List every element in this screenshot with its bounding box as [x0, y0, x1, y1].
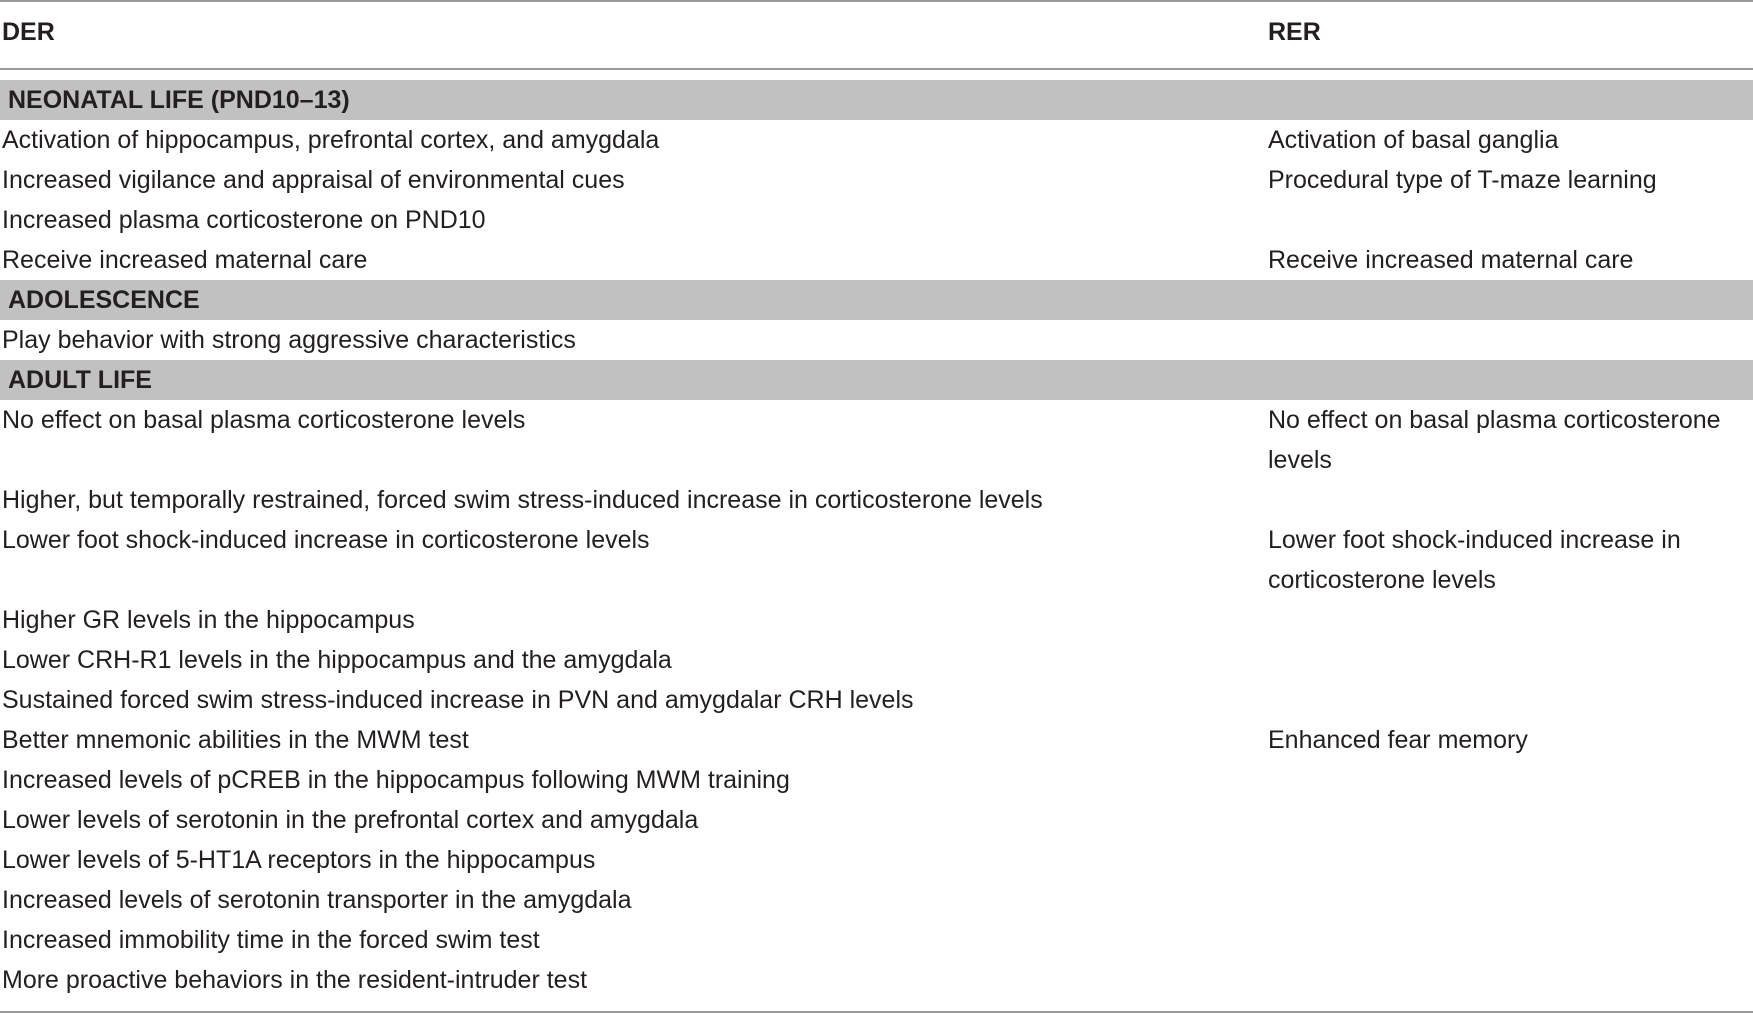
- table-row: [0, 240, 1753, 280]
- der-cell: Increased immobility time in the forced swim test: [2, 926, 540, 954]
- table-row: [0, 960, 1753, 1000]
- der-cell: Lower levels of 5-HT1A receptors in the hippocampus: [2, 846, 596, 874]
- table-row: [0, 160, 1753, 200]
- der-cell: Play behavior with strong aggressive characteristics: [2, 326, 576, 354]
- column-header-der: DER: [2, 18, 55, 46]
- der-cell: Sustained forced swim stress-induced increase in PVN and amygdalar CRH levels: [2, 686, 914, 714]
- der-cell: Increased levels of pCREB in the hippocampus following MWM training: [2, 766, 790, 794]
- der-cell: Lower CRH-R1 levels in the hippocampus and the amygdala: [2, 646, 672, 674]
- section-header-adult-life: ADULT LIFE: [0, 360, 1753, 400]
- table-row: [0, 880, 1753, 920]
- table-row: [0, 400, 1753, 480]
- rer-cell: Lower foot shock-induced increase in corticosterone levels: [1268, 526, 1681, 594]
- table-row: [0, 680, 1753, 720]
- der-cell: Lower foot shock-induced increase in corticosterone levels: [2, 526, 650, 554]
- section-header-adolescence: ADOLESCENCE: [0, 280, 1753, 320]
- section-header-neonatal-life: NEONATAL LIFE (PND10–13): [0, 80, 1753, 120]
- der-cell: Receive increased maternal care: [2, 246, 368, 274]
- rer-cell: No effect on basal plasma corticosterone levels: [1268, 406, 1721, 474]
- table-row: [0, 920, 1753, 960]
- der-cell: Increased vigilance and appraisal of environmental cues: [2, 166, 625, 194]
- table-row: [0, 840, 1753, 880]
- der-cell: More proactive behaviors in the resident-intruder test: [2, 966, 588, 994]
- der-cell: Lower levels of serotonin in the prefrontal cortex and amygdala: [2, 806, 699, 834]
- der-cell: Higher, but temporally restrained, forced swim stress-induced increase in corticosterone levels: [2, 486, 1043, 514]
- column-header-rer: RER: [1268, 18, 1321, 46]
- der-cell: No effect on basal plasma corticosterone levels: [2, 406, 526, 434]
- rer-cell: Activation of basal ganglia: [1268, 126, 1559, 154]
- table-row: [0, 800, 1753, 840]
- der-cell: Activation of hippocampus, prefrontal cortex, and amygdala: [2, 126, 660, 154]
- table-row: [0, 600, 1753, 640]
- top-rule: [0, 0, 1753, 2]
- table-row: [0, 640, 1753, 680]
- rer-cell: Procedural type of T-maze learning: [1268, 166, 1657, 194]
- der-cell: Higher GR levels in the hippocampus: [2, 606, 415, 634]
- table-row: [0, 760, 1753, 800]
- table-row: [0, 720, 1753, 760]
- header-rule: [0, 68, 1753, 70]
- table-row: [0, 200, 1753, 240]
- der-cell: Increased levels of serotonin transporter in the amygdala: [2, 886, 632, 914]
- table-row: [0, 480, 1753, 520]
- table-body: [0, 80, 1753, 1000]
- der-cell: Increased plasma corticosterone on PND10: [2, 206, 486, 234]
- der-cell: Better mnemonic abilities in the MWM test: [2, 726, 469, 754]
- table-row: [0, 320, 1753, 360]
- table-row: [0, 520, 1753, 600]
- rer-cell: Enhanced fear memory: [1268, 726, 1528, 754]
- rer-cell: Receive increased maternal care: [1268, 246, 1634, 274]
- table-row: [0, 120, 1753, 160]
